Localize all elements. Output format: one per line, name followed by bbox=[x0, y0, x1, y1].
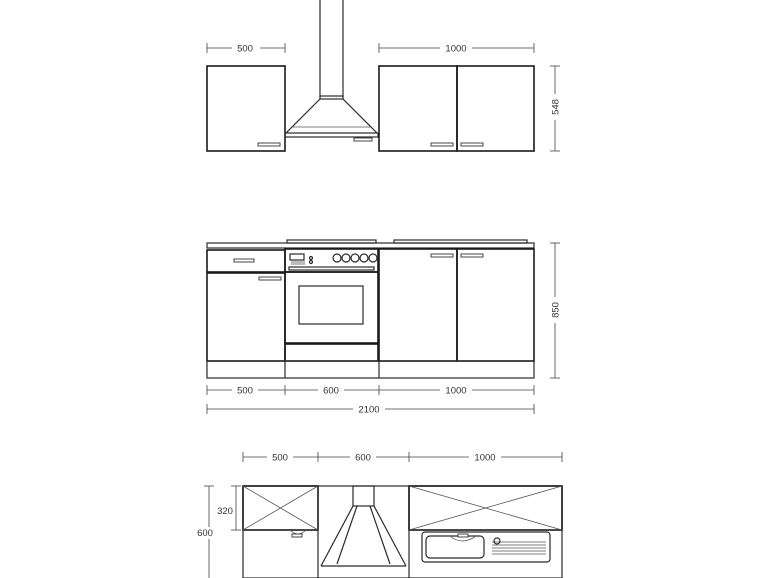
dim-plan-widths bbox=[243, 451, 562, 464]
base-cabinet-right bbox=[379, 249, 534, 361]
dim-label-base-height: 850 bbox=[550, 302, 562, 318]
knob bbox=[342, 254, 350, 262]
knob bbox=[333, 254, 341, 262]
dim-wall-left bbox=[207, 42, 285, 55]
handle bbox=[461, 143, 483, 146]
dim-label-plan-1: 500 bbox=[272, 452, 288, 464]
dim-base-height bbox=[549, 243, 562, 378]
handle bbox=[431, 143, 453, 146]
dim-label-base-2: 600 bbox=[323, 385, 339, 397]
wall-cabinet-right bbox=[379, 66, 534, 151]
tap bbox=[494, 538, 500, 544]
dim-label-wall-height: 548 bbox=[550, 99, 562, 115]
knob bbox=[369, 254, 377, 262]
knob bbox=[351, 254, 359, 262]
oven-display bbox=[290, 254, 304, 260]
sink-top bbox=[394, 240, 527, 243]
dim-label-plan-depth-wall: 320 bbox=[217, 506, 233, 517]
dim-label-wall-left: 500 bbox=[237, 43, 253, 55]
dim-label-base-total: 2100 bbox=[358, 404, 380, 416]
dim-plan-depths bbox=[196, 486, 241, 578]
oven-window bbox=[299, 286, 363, 324]
worktop bbox=[207, 243, 534, 248]
plan-hood bbox=[318, 486, 409, 578]
oven-drawer bbox=[285, 344, 378, 361]
dim-base-widths bbox=[207, 384, 534, 397]
dim-wall-height bbox=[549, 66, 562, 151]
dim-label-plan-3: 1000 bbox=[474, 452, 496, 464]
dim-wall-right bbox=[379, 42, 534, 55]
dim-label-wall-right: 1000 bbox=[445, 43, 467, 55]
hob bbox=[287, 240, 376, 243]
base-cabinet-left bbox=[207, 250, 285, 361]
dim-base-total bbox=[207, 403, 534, 416]
chimney-hood bbox=[285, 0, 378, 141]
oven bbox=[285, 249, 378, 361]
plan-view bbox=[196, 451, 562, 578]
dim-label-plan-depth-base: 600 bbox=[197, 528, 213, 539]
wall-units-elevation bbox=[207, 0, 562, 151]
plinth bbox=[207, 361, 534, 378]
plan-wall-cabinet-right bbox=[409, 486, 562, 530]
dim-label-base-1: 500 bbox=[237, 385, 253, 397]
handle bbox=[258, 143, 280, 146]
dim-label-base-3: 1000 bbox=[445, 385, 467, 397]
plan-sink bbox=[422, 532, 550, 562]
wall-cabinet-left bbox=[207, 66, 285, 151]
plan-wall-cabinet-left bbox=[243, 486, 318, 537]
dim-label-plan-2: 600 bbox=[355, 452, 371, 464]
base-units-elevation bbox=[207, 240, 562, 416]
knob bbox=[360, 254, 368, 262]
